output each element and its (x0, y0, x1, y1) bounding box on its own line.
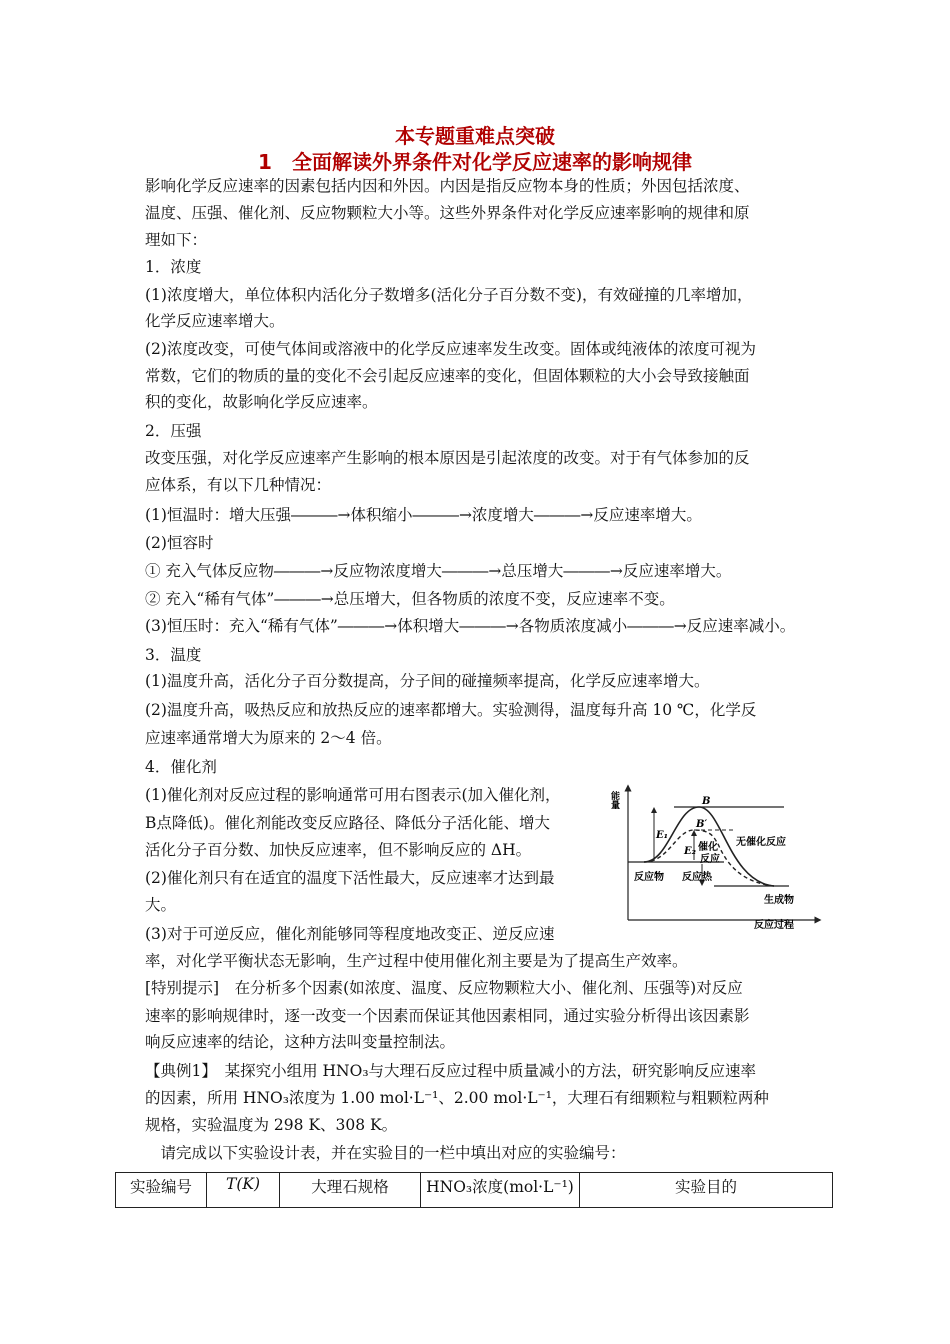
text-line: (1)恒温时：增大压强―――→体积缩小―――→浓度增大―――→反应速率增大。 (145, 506, 702, 524)
text-line: 的因素，所用 HNO₃浓度为 1.00 mol·L⁻¹、2.00 mol·L⁻¹，大理石有细颗粒与粗颗粒两种 (145, 1089, 769, 1107)
text-line: 常数，它们的物质的量的变化不会引起反应速率的变化，但固体颗粒的大小会导致接触面 (145, 367, 750, 385)
text-line: ② 充入“稀有气体”―――→总压增大，但各物质的浓度不变，反应速率不变。 (145, 590, 675, 608)
text-line: (2)催化剂只有在适宜的温度下活性最大，反应速率才达到最 (145, 869, 555, 887)
text-line: B点降低)。催化剂能改变反应路径、降低分子活化能、增大 (145, 814, 550, 832)
label-heat: 反应热 (682, 872, 712, 883)
text-line: 改变压强，对化学反应速率产生影响的根本原因是引起浓度的改变。对于有气体参加的反 (145, 449, 750, 467)
text-line: (2)浓度改变，可使气体间或溶液中的化学反应速率发生改变。固体或纯液体的浓度可视为 (145, 340, 756, 358)
text-line: 应速率通常增大为原来的 2～4 倍。 (145, 729, 392, 747)
label-B-prime: B′ (696, 819, 708, 830)
label-uncatalyzed: 无催化反应 (736, 837, 786, 848)
text-line: 温度、压强、催化剂、反应物颗粒大小等。这些外界条件对化学反应速率影响的规律和原 (145, 204, 750, 222)
text-line: 应体系，有以下几种情况： (145, 476, 332, 494)
table-header: 实验编号 (116, 1173, 207, 1208)
section-title: 本专题重难点突破 (395, 124, 555, 148)
x-axis-label: 反应过程 (754, 920, 794, 931)
text-line: (1)浓度增大，单位体积内活化分子数增多(活化分子百分数不变)，有效碰撞的几率增加， (145, 286, 753, 304)
text-line: 请完成以下实验设计表，并在实验目的一栏中填出对应的实验编号： (145, 1144, 626, 1162)
label-E2: E₂ (684, 846, 697, 857)
label-catalyzed: 催化 (698, 842, 718, 853)
y-axis-label: 能量 (609, 791, 619, 809)
text-line: 率，对化学平衡状态无影响，生产过程中使用催化剂主要是为了提高生产效率。 (145, 952, 688, 970)
text-line: 4．催化剂 (145, 758, 217, 776)
text-line: [特别提示] 在分析多个因素(如浓度、温度、反应物颗粒大小、催化剂、压强等)对反应 (145, 979, 743, 997)
table-header-row (116, 1173, 833, 1208)
label-E1: E₁ (656, 830, 669, 841)
text-line: 影响化学反应速率的因素包括内因和外因。内因是指反应物本身的性质；外因包括浓度、 (145, 177, 750, 195)
energy-diagram (609, 782, 824, 931)
label-catalyzed-2: 反应 (700, 854, 720, 865)
experiment-table (115, 1172, 833, 1208)
text-line: (3)对于可逆反应，催化剂能够同等程度地改变正、逆反应速 (145, 925, 555, 943)
text-line: (2)温度升高，吸热反应和放热反应的速率都增大。实验测得，温度每升高 10 ℃，化学反 (145, 701, 757, 719)
text-line: ① 充入气体反应物―――→反应物浓度增大―――→总压增大―――→反应速率增大。 (145, 562, 732, 580)
text-line: (1)催化剂对反应过程的影响通常可用右图表示(加入催化剂， (145, 786, 561, 804)
text-line: 活化分子百分数、加快反应速率，但不影响反应的 ΔH。 (145, 841, 532, 859)
text-line: 3．温度 (145, 646, 202, 664)
text-line: (1)温度升高，活化分子百分数提高，分子间的碰撞频率提高，化学反应速率增大。 (145, 672, 710, 690)
text-line: 速率的影响规律时，逐一改变一个因素而保证其他因素相同，通过实验分析得出该因素影 (145, 1007, 750, 1025)
table-header: HNO₃浓度(mol·L⁻¹) (421, 1173, 580, 1208)
text-line: 2．压强 (145, 422, 202, 440)
table-header: 实验目的 (580, 1173, 833, 1208)
text-line: (3)恒压时：充入“稀有气体”―――→体积增大―――→各物质浓度减小―――→反应速率减小。 (145, 617, 796, 635)
text-line: 理如下： (145, 231, 208, 249)
label-B: B (702, 796, 711, 807)
text-line: 响反应速率的结论，这种方法叫变量控制法。 (145, 1033, 456, 1051)
label-reactant: 反应物 (634, 872, 664, 883)
text-line: 大。 (145, 896, 177, 914)
text-line: 积的变化，故影响化学反应速率。 (145, 393, 378, 411)
text-line: 【典例1】 某探究小组用 HNO₃与大理石反应过程中质量减小的方法，研究影响反应速率 (145, 1062, 757, 1080)
text-line: 规格，实验温度为 298 K、308 K。 (145, 1116, 398, 1134)
text-line: (2)恒容时 (145, 534, 214, 552)
table-header: 大理石规格 (280, 1173, 421, 1208)
table-header: T(K) (207, 1173, 280, 1208)
label-product: 生成物 (764, 895, 794, 906)
text-line: 1．浓度 (145, 258, 202, 276)
text-line: 化学反应速率增大。 (145, 312, 285, 330)
article-title: 1 全面解读外界条件对化学反应速率的影响规律 (258, 150, 692, 174)
